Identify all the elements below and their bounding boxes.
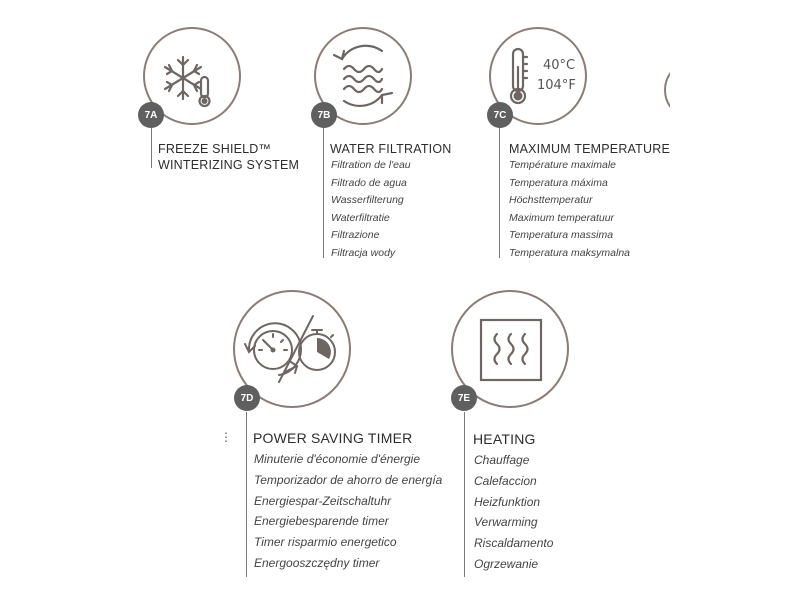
- translation-item: Energiespar-Zeitschaltuhr: [254, 493, 392, 508]
- edge-mark: ⋮: [220, 430, 232, 444]
- feature-title: POWER SAVING TIMER: [253, 430, 413, 446]
- temp-celsius-label: 40°C: [543, 58, 576, 73]
- translation-item: Temperatura maksymalna: [509, 246, 630, 259]
- translation-item: Maximum temperatuur: [509, 211, 615, 224]
- translation-item: Température maximale: [509, 159, 616, 171]
- translation-item: Minuterie d'économie d'énergie: [254, 452, 421, 466]
- translation-item: Riscaldamento: [474, 536, 554, 551]
- translation-item: Filtration de l'eau: [331, 159, 411, 171]
- translation-item: Timer risparmio energetico: [254, 535, 397, 550]
- translation-item: Verwarming: [474, 515, 538, 530]
- translation-list: [331, 157, 411, 262]
- translation-item: Energiebesparende timer: [254, 514, 389, 529]
- feature-code-badge: 7B: [311, 102, 337, 128]
- translation-item: Filtrado de agua: [331, 176, 407, 189]
- translation-item: Temporizador de ahorro de energía: [254, 472, 443, 487]
- temp-fahrenheit-label: 104°F: [537, 78, 576, 93]
- translation-item: Energooszczędny timer: [254, 555, 380, 570]
- divider-line: [499, 128, 500, 258]
- translation-item: Heizfunktion: [474, 494, 541, 509]
- cropped-icon-circle: [664, 60, 670, 120]
- translation-list: [509, 157, 630, 262]
- translation-item: Ogrzewanie: [474, 556, 539, 571]
- feature-title: MAXIMUM TEMPERATURE: [509, 142, 670, 156]
- translation-item: Temperatura massima: [509, 229, 614, 241]
- translation-item: Wasserfilterung: [331, 194, 404, 206]
- feature-title: HEATING: [473, 431, 536, 447]
- translation-item: Höchsttemperatur: [509, 194, 593, 206]
- feature-code-badge: 7D: [234, 385, 260, 411]
- translation-item: Filtracja wody: [331, 246, 396, 259]
- divider-line: [464, 412, 465, 577]
- divider-line: [246, 412, 247, 577]
- translation-item: Chauffage: [474, 453, 530, 467]
- translation-item: Waterfiltratie: [331, 211, 390, 224]
- feature-title: FREEZE SHIELD™ WINTERIZING SYSTEM: [158, 142, 300, 172]
- translation-list: [254, 449, 442, 574]
- feature-title: WATER FILTRATION: [330, 142, 452, 156]
- divider-line: [323, 128, 324, 258]
- divider-line: [151, 128, 152, 168]
- translation-list: [474, 450, 553, 575]
- translation-item: Calefaccion: [474, 473, 537, 488]
- feature-code-badge: 7C: [487, 102, 513, 128]
- translation-item: Temperatura máxima: [509, 176, 608, 189]
- feature-code-badge: 7A: [138, 102, 164, 128]
- translation-item: Filtrazione: [331, 229, 380, 241]
- feature-code-badge: 7E: [451, 385, 477, 411]
